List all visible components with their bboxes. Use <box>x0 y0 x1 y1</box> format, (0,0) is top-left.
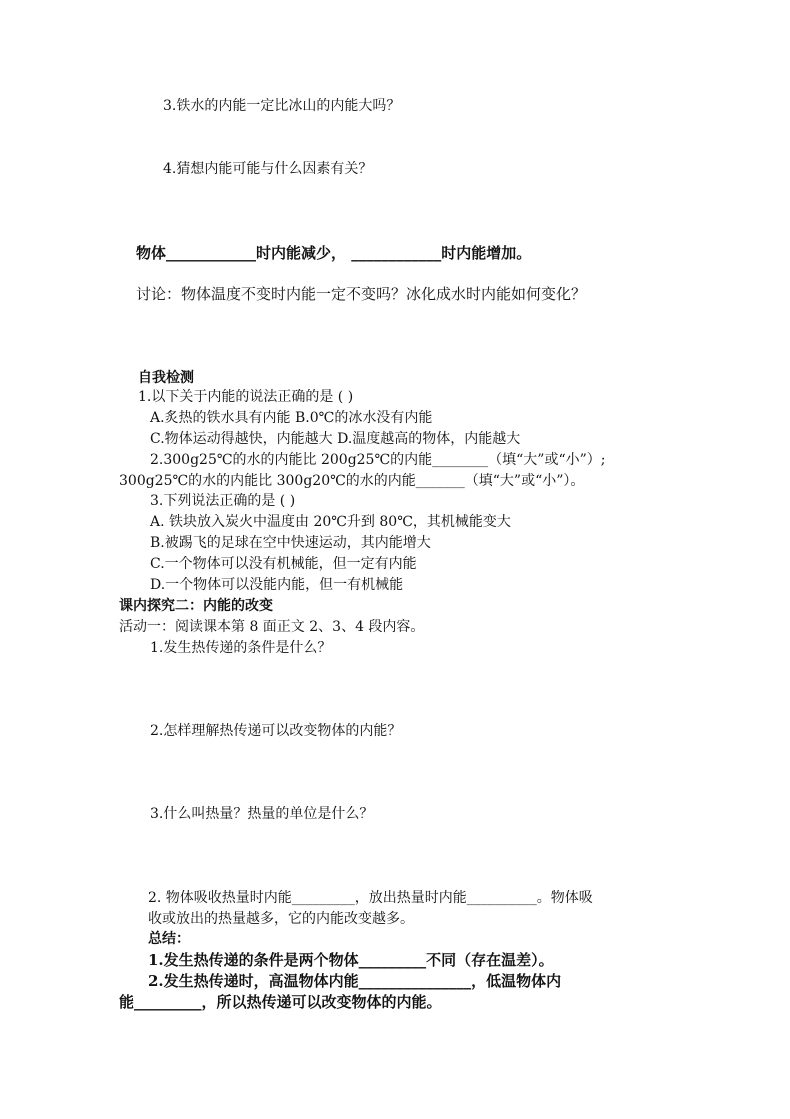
explore-question-2-fill: 2. 物体吸收热量时内能_________，放出热量时内能__________。物体吸 <box>148 890 593 906</box>
explore-question-1: 1.发生热传递的条件是什么？ <box>150 640 332 656</box>
test-question-1: 1.以下关于内能的说法正确的是 ( ) <box>138 389 354 405</box>
summary-1: 1.发生热传递的条件是两个物体_________不同（存在温差）。 <box>148 951 554 969</box>
explore-question-2: 2.怎样理解热传递可以改变物体的内能？ <box>150 723 402 739</box>
test-question-3: 3.下列说法正确的是 ( ) <box>150 493 296 509</box>
question-3: 3.铁水的内能一定比冰山的内能大吗？ <box>163 98 401 114</box>
section-self-test: 自我检测 <box>138 370 194 386</box>
q3-option-c: C.一个物体可以没有机械能，但一定有内能 <box>150 556 417 572</box>
q3-option-a: A. 铁块放入炭火中温度由 20℃升到 80℃，其机械能变大 <box>150 514 511 530</box>
q1-options-ab: A.炙热的铁水具有内能 B.0℃的冰水没有内能 <box>150 410 433 426</box>
test-question-2a: 2.300g25℃的水的内能比 200g25℃的内能________（填“大”或“小”）; <box>150 452 606 468</box>
q1-options-cd: C.物体运动得越快，内能越大 D.温度越高的物体，内能越大 <box>150 431 521 447</box>
summary-heading: 总结： <box>148 931 190 947</box>
test-question-2b: 300g25℃的水的内能比 300g20℃的水的内能_______（填“大”或“小”）。 <box>119 473 585 489</box>
question-4: 4.猜想内能可能与什么因素有关？ <box>163 161 373 177</box>
q3-option-d: D.一个物体可以没能内能，但一有机械能 <box>150 577 404 593</box>
summary-2b: 能_________，所以热传递可以改变物体的内能。 <box>119 993 442 1011</box>
summary-2a: 2.发生热传递时，高温物体内能_______________，低温物体内 <box>148 972 562 990</box>
q3-option-b: B.被踢飞的足球在空中快速运动，其内能增大 <box>150 535 431 551</box>
explore-question-3: 3.什么叫热量？热量的单位是什么？ <box>150 806 374 822</box>
section-explore-2: 课内探究二：内能的改变 <box>119 598 273 614</box>
activity-1: 活动一：阅读课本第 8 面正文 2、3、4 段内容。 <box>119 619 425 635</box>
fill-in-internal-energy: 物体____________时内能减少， ____________时内能增加。 <box>136 244 532 262</box>
discussion: 讨论：物体温度不变时内能一定不变吗？冰化成水时内能如何变化？ <box>136 285 587 303</box>
explore-question-2-fill-cont: 收或放出的热量越多，它的内能改变越多。 <box>148 911 414 927</box>
